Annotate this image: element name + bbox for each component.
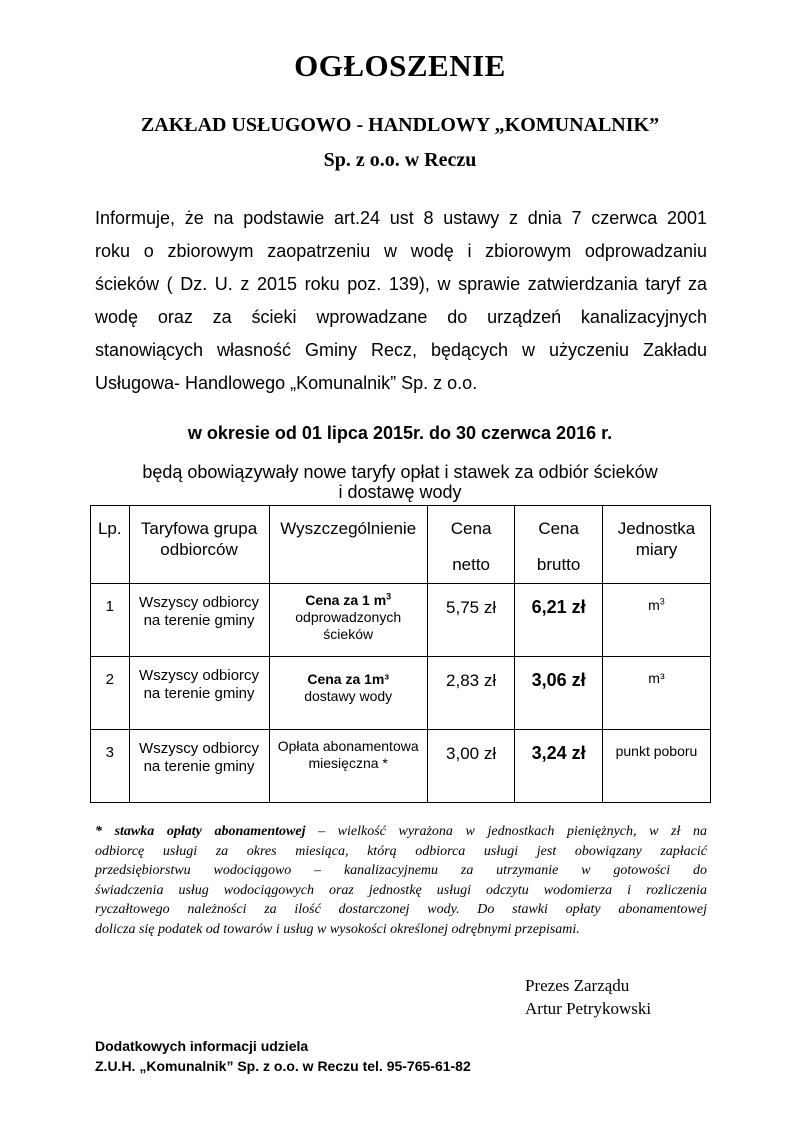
row-unit: m³ bbox=[602, 657, 710, 730]
footnote-lead: * stawka opłaty abonamentowej bbox=[95, 824, 306, 839]
intro-line: Informuje, że na podstawie art.24 ust 8 ustawy z dnia 7 czerwca 2001 bbox=[95, 208, 707, 228]
signature-role: Prezes Zarządu bbox=[525, 976, 630, 995]
company-name: ZAKŁAD USŁUGOWO - HANDLOWY „KOMUNALNIK” bbox=[140, 114, 660, 136]
row-description-rest: odprowadzonych ścieków bbox=[295, 609, 402, 642]
contact-line1: Dodatkowych informacji udziela bbox=[95, 1038, 309, 1054]
intro-line: ścieków ( Dz. U. z 2015 roku poz. 139), w sprawie zatwierdzania taryf za bbox=[95, 274, 707, 294]
row-description bbox=[269, 584, 427, 657]
footnote-line: przedsiębiorstwu wodociągowo – kanalizacyjnemu za utrzymanie w gotowości do bbox=[95, 863, 707, 878]
validity-period: w okresie od 01 lipca 2015r. do 30 czerwca 2016 r. bbox=[187, 423, 613, 443]
footnote-line: dolicza się podatek od towarów i usług w wysokości określonej odrębnymi przepisami. bbox=[95, 921, 580, 937]
page-title: OGŁOSZENIE bbox=[294, 48, 506, 83]
row-description-bold: Cena za 1m³ bbox=[307, 671, 390, 687]
table-row bbox=[91, 657, 711, 730]
intro-line: Usługowa- Handlowego „Komunalnik” Sp. z o.o. bbox=[95, 373, 478, 393]
header-description: Wyszczególnienie bbox=[269, 506, 427, 584]
row-unit-sup: 3 bbox=[659, 596, 665, 607]
row-gross-price: 3,06 zł bbox=[515, 657, 603, 730]
contact-line2: Z.U.H. „Komunalnik” Sp. z o.o. w Reczu tel. 95-765-61-82 bbox=[95, 1058, 471, 1074]
row-net-price: 5,75 zł bbox=[427, 584, 515, 657]
table-lead-line1: będą obowiązywały nowe taryfy opłat i stawek za odbiór ścieków bbox=[142, 462, 658, 482]
row-description bbox=[269, 657, 427, 730]
row-group: Wszyscy odbiorcy na terenie gminy bbox=[129, 730, 269, 803]
header-gross-price bbox=[515, 506, 603, 584]
row-description: Opłata abonamentowa miesięczna * bbox=[269, 730, 427, 803]
row-unit-text: m bbox=[648, 597, 660, 613]
row-description-bold: Cena za 1 m bbox=[305, 592, 387, 608]
header-lp: Lp. bbox=[91, 506, 130, 584]
row-group: Wszyscy odbiorcy na terenie gminy bbox=[129, 584, 269, 657]
footnote-line: ryczałtowego należności za ilość dostarczonej wody. Do stawki opłaty abonamentowej bbox=[95, 902, 707, 917]
header-gross-bottom: brutto bbox=[536, 555, 581, 574]
row-net-price: 2,83 zł bbox=[427, 657, 515, 730]
table-row bbox=[91, 730, 711, 803]
row-net-price: 3,00 zł bbox=[427, 730, 515, 803]
intro-line: stanowiących własność Gminy Recz, będących w użyczeniu Zakładu bbox=[95, 340, 707, 360]
row-gross-price: 3,24 zł bbox=[515, 730, 603, 803]
header-group: Taryfowa grupa odbiorców bbox=[129, 506, 269, 584]
table-row bbox=[91, 584, 711, 657]
footnote bbox=[95, 822, 707, 939]
header-net-bottom: netto bbox=[452, 555, 490, 574]
company-location: Sp. z o.o. w Reczu bbox=[323, 149, 477, 171]
footnote-line: odbiorcę usługi za okres miesiąca, którą odbiorca usługi jest obowiązany zapłacić bbox=[95, 843, 707, 859]
row-description-sup: 3 bbox=[386, 591, 392, 602]
row-lp: 1 bbox=[91, 584, 130, 657]
header-unit: Jednostka miary bbox=[602, 506, 710, 584]
footnote-line: świadczenia usług wodociągowych oraz jednostkę usługi odczytu wodomierza i rozliczenia bbox=[95, 882, 707, 898]
row-description-rest: dostawy wody bbox=[304, 688, 393, 704]
footnote-first-text: – wielkość wyrażona w jednostkach pieniężnych, w zł na bbox=[305, 824, 707, 839]
intro-line: roku o zbiorowym zaopatrzeniu w wodę i zbiorowym odprowadzaniu bbox=[95, 241, 707, 261]
table-header-row bbox=[91, 506, 711, 584]
row-lp: 3 bbox=[91, 730, 130, 803]
row-unit: punkt poboru bbox=[602, 730, 710, 803]
footnote-line bbox=[95, 822, 707, 842]
row-unit bbox=[602, 584, 710, 657]
signature-name: Artur Petrykowski bbox=[525, 999, 652, 1018]
table-lead-line2: i dostawę wody bbox=[338, 482, 462, 502]
intro-paragraph bbox=[95, 202, 707, 400]
row-group: Wszyscy odbiorcy na terenie gminy bbox=[129, 657, 269, 730]
header-net-top: Cena bbox=[450, 519, 492, 538]
row-gross-price: 6,21 zł bbox=[515, 584, 603, 657]
header-gross-top: Cena bbox=[538, 519, 579, 538]
intro-line: wodę oraz za ścieki wprowadzane do urządzeń kanalizacyjnych bbox=[95, 307, 707, 327]
row-lp: 2 bbox=[91, 657, 130, 730]
header-net-price bbox=[427, 506, 515, 584]
tariff-table bbox=[90, 505, 711, 803]
